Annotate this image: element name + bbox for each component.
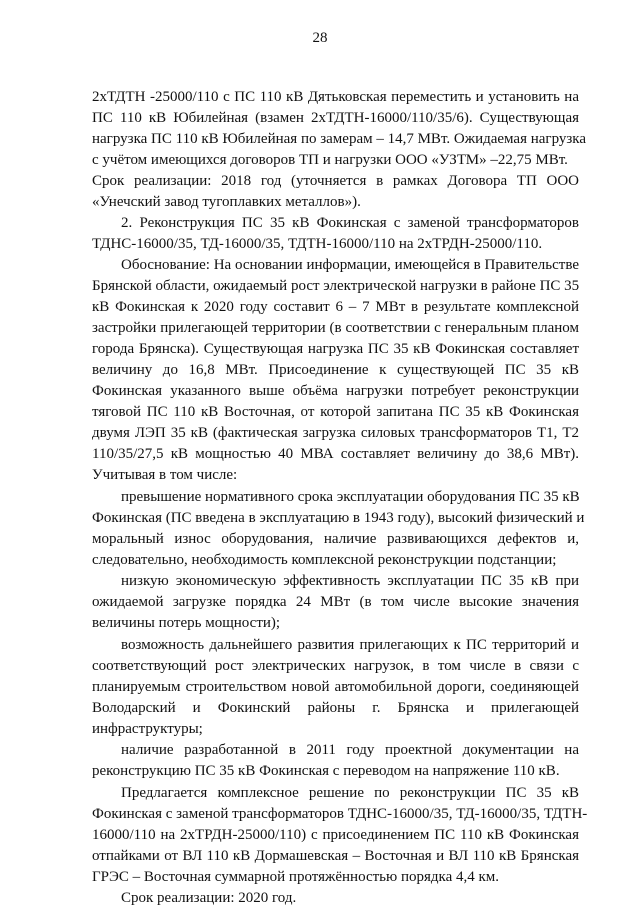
text-line: Предлагается комплексное решение по реконструкции ПС 35 кВ [121, 785, 579, 801]
text-line: моральный износ оборудования, наличие развивающихся дефектов и, [92, 531, 579, 547]
text-line: 16000/110 на 2хТРДН-25000/110) с присоединением ПС 110 кВ Фокинская [92, 827, 579, 843]
text-line: наличие разработанной в 2011 году проектной документации на [121, 742, 579, 758]
text-line: отпайками от ВЛ 110 кВ Дормашевская – Восточная и ВЛ 110 кВ Брянская [92, 848, 579, 864]
text-line: Срок реализации: 2020 год. [121, 890, 297, 906]
text-line: Фокинская с заменой трансформаторов ТДНС-16000/35, ТД-16000/35, ТДТН- [92, 806, 588, 822]
text-line: величины потерь мощности); [92, 615, 281, 631]
text-line: низкую экономическую эффективность эксплуатации ПС 35 кВ при [121, 573, 579, 589]
text-line: возможность дальнейшего развития прилегающих к ПС территорий и [121, 637, 579, 653]
page-number: 28 [312, 30, 328, 46]
text-line: ГРЭС – Восточная суммарной протяжённостью порядка 4,4 км. [92, 869, 500, 885]
text-line: превышение нормативного срока эксплуатации оборудования ПС 35 кВ [121, 489, 580, 505]
text-line: Фокинская (ПС введена в эксплуатацию в 1943 году), высокий физический и [92, 510, 585, 526]
text-line: инфраструктуры; [92, 721, 203, 737]
text-line: с учётом имеющихся договоров ТП и нагрузки ООО «УЗТМ» –22,75 МВт. [92, 152, 568, 168]
text-line: Володарский и Фокинский районы г. Брянска и прилегающей [92, 700, 579, 716]
text-line: 2. Реконструкция ПС 35 кВ Фокинская с заменой трансформаторов [121, 215, 579, 231]
text-line: застройки прилегающей территории (в соответствии с генеральным планом [92, 320, 579, 336]
text-line: соответствующий рост электрических нагрузок, в том числе в связи с [92, 658, 579, 674]
text-line: ТДНС-16000/35, ТД-16000/35, ТДТН-16000/110 на 2хТРДН-25000/110. [92, 236, 543, 252]
text-line: города Брянска). Существующая нагрузка ПС 35 кВ Фокинская составляет [92, 341, 579, 357]
text-line: двумя ЛЭП 35 кВ (фактическая загрузка силовых трансформаторов Т1, Т2 [92, 425, 579, 441]
text-line: следовательно, необходимость комплексной реконструкции подстанции; [92, 552, 557, 568]
text-line: тяговой ПС 110 кВ Восточная, от которой запитана ПС 35 кВ Фокинская [92, 404, 579, 420]
text-line: Брянской области, ожидаемый рост электрической нагрузки в районе ПС 35 [92, 278, 580, 294]
text-line: 110/35/27,5 кВ мощностью 40 МВА составляет величину до 38,6 МВт). [92, 446, 579, 462]
text-line: Обоснование: На основании информации, имеющейся в Правительстве [121, 257, 579, 273]
text-line: «Унечский завод тугоплавких металлов»). [92, 194, 361, 210]
text-line: величину до 16,8 МВт. Присоединение к существующей ПС 35 кВ [92, 362, 579, 378]
text-line: Фокинская указанного выше объёма нагрузки потребует реконструкции [92, 383, 579, 399]
text-line: нагрузка ПС 110 кВ Юбилейная по замерам – 14,7 МВт. Ожидаемая нагрузка [92, 131, 587, 147]
text-line: кВ Фокинская к 2020 году составит 6 – 7 МВт в результате комплексной [92, 299, 579, 315]
text-line: 2хТДТН -25000/110 с ПС 110 кВ Дятьковская переместить и установить на [92, 89, 579, 105]
text-line: ПС 110 кВ Юбилейная (взамен 2хТДТН-16000/110/35/6). Существующая [92, 110, 579, 126]
text-line: ожидаемой загрузке порядка 24 МВт (в том числе высокие значения [92, 594, 579, 610]
text-line: Срок реализации: 2018 год (уточняется в рамках Договора ТП ООО [92, 173, 579, 189]
text-line: Учитывая в том числе: [92, 467, 238, 483]
text-line: реконструкцию ПС 35 кВ Фокинская с переводом на напряжение 110 кВ. [92, 763, 560, 779]
text-line: планируемым строительством новой автомобильной дороги, соединяющей [92, 679, 579, 695]
